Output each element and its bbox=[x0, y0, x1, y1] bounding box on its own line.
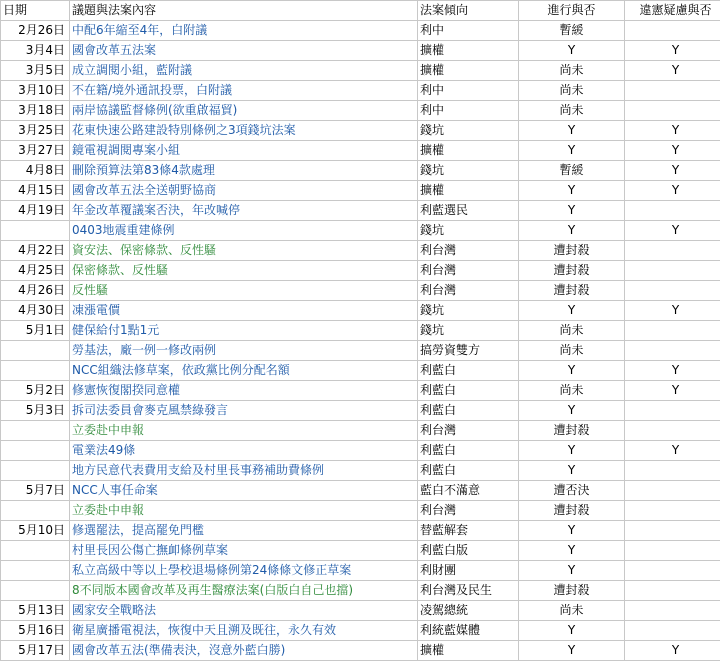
unconstitutional-cell bbox=[625, 101, 720, 121]
unconstitutional-cell bbox=[625, 541, 720, 561]
date-cell: 5月17日 bbox=[1, 641, 70, 661]
progress-cell: 尚未 bbox=[519, 601, 625, 621]
date-cell bbox=[1, 421, 70, 441]
lean-cell: 錢坑 bbox=[418, 161, 519, 181]
unconstitutional-cell bbox=[625, 621, 720, 641]
progress-cell: Y bbox=[519, 41, 625, 61]
title-cell: NCC組織法修草案，依政黨比例分配名額 bbox=[70, 361, 418, 381]
table-row bbox=[1, 561, 720, 581]
table-row bbox=[1, 321, 720, 341]
date-cell: 5月13日 bbox=[1, 601, 70, 621]
lean-cell: 利藍白 bbox=[418, 461, 519, 481]
progress-cell: 遭封殺 bbox=[519, 261, 625, 281]
date-cell bbox=[1, 541, 70, 561]
lean-cell: 利台灣 bbox=[418, 281, 519, 301]
progress-cell: 暫緩 bbox=[519, 161, 625, 181]
title-cell: 拆司法委員會麥克風禁綠發言 bbox=[70, 401, 418, 421]
lean-cell: 擴權 bbox=[418, 181, 519, 201]
title-cell: 刪除預算法第83條4款處理 bbox=[70, 161, 418, 181]
header-date: 日期 bbox=[1, 1, 70, 21]
lean-cell: 擴權 bbox=[418, 641, 519, 661]
date-cell: 5月10日 bbox=[1, 521, 70, 541]
date-cell: 4月25日 bbox=[1, 261, 70, 281]
unconstitutional-cell: Y bbox=[625, 641, 720, 661]
title-cell: 村里長因公傷亡撫卹條例草案 bbox=[70, 541, 418, 561]
unconstitutional-cell bbox=[625, 401, 720, 421]
unconstitutional-cell: Y bbox=[625, 221, 720, 241]
title-cell: 國會改革五法案 bbox=[70, 41, 418, 61]
header-progress: 進行與否 bbox=[519, 1, 625, 21]
unconstitutional-cell bbox=[625, 501, 720, 521]
table-row bbox=[1, 141, 720, 161]
progress-cell: Y bbox=[519, 221, 625, 241]
date-cell bbox=[1, 561, 70, 581]
progress-cell: Y bbox=[519, 401, 625, 421]
unconstitutional-cell bbox=[625, 561, 720, 581]
unconstitutional-cell: Y bbox=[625, 361, 720, 381]
date-cell: 4月22日 bbox=[1, 241, 70, 261]
title-cell: 年金改革覆議案否決，年改喊停 bbox=[70, 201, 418, 221]
unconstitutional-cell: Y bbox=[625, 381, 720, 401]
table-row bbox=[1, 281, 720, 301]
date-cell: 5月16日 bbox=[1, 621, 70, 641]
lean-cell: 錢坑 bbox=[418, 121, 519, 141]
progress-cell: Y bbox=[519, 561, 625, 581]
table-row bbox=[1, 481, 720, 501]
lean-cell: 錢坑 bbox=[418, 321, 519, 341]
table-row bbox=[1, 501, 720, 521]
date-cell: 3月5日 bbox=[1, 61, 70, 81]
table-row bbox=[1, 361, 720, 381]
title-cell: 資安法、保密條款、反性騷 bbox=[70, 241, 418, 261]
header-title: 議題與法案內容 bbox=[70, 1, 418, 21]
table-row bbox=[1, 261, 720, 281]
lean-cell: 凌駕總統 bbox=[418, 601, 519, 621]
table-row bbox=[1, 41, 720, 61]
date-cell bbox=[1, 221, 70, 241]
lean-cell: 利台灣 bbox=[418, 241, 519, 261]
progress-cell: 遭否決 bbox=[519, 481, 625, 501]
title-cell: 8不同版本國會改革及再生醫療法案(白版白自己也擋) bbox=[70, 581, 418, 601]
unconstitutional-cell bbox=[625, 81, 720, 101]
unconstitutional-cell: Y bbox=[625, 301, 720, 321]
lean-cell: 藍白不滿意 bbox=[418, 481, 519, 501]
title-cell: 0403地震重建條例 bbox=[70, 221, 418, 241]
table-row bbox=[1, 381, 720, 401]
progress-cell: 尚未 bbox=[519, 341, 625, 361]
date-cell bbox=[1, 581, 70, 601]
lean-cell: 利台灣 bbox=[418, 501, 519, 521]
progress-cell: 尚未 bbox=[519, 81, 625, 101]
date-cell: 5月1日 bbox=[1, 321, 70, 341]
date-cell: 4月26日 bbox=[1, 281, 70, 301]
lean-cell: 利台灣 bbox=[418, 421, 519, 441]
progress-cell: 暫緩 bbox=[519, 21, 625, 41]
lean-cell: 搞勞資雙方 bbox=[418, 341, 519, 361]
title-cell: 國會改革五法全送朝野協商 bbox=[70, 181, 418, 201]
title-cell: 不在籍/境外通訊投票，白附議 bbox=[70, 81, 418, 101]
unconstitutional-cell bbox=[625, 421, 720, 441]
progress-cell: Y bbox=[519, 521, 625, 541]
lean-cell: 擴權 bbox=[418, 41, 519, 61]
table-row bbox=[1, 621, 720, 641]
lean-cell: 錢坑 bbox=[418, 301, 519, 321]
progress-cell: Y bbox=[519, 361, 625, 381]
title-cell: 地方民意代表費用支給及村里長事務補助費條例 bbox=[70, 461, 418, 481]
date-cell bbox=[1, 441, 70, 461]
title-cell: 立委赴中申報 bbox=[70, 501, 418, 521]
lean-cell: 擴權 bbox=[418, 61, 519, 81]
table-row bbox=[1, 641, 720, 661]
unconstitutional-cell: Y bbox=[625, 61, 720, 81]
table-row bbox=[1, 81, 720, 101]
progress-cell: Y bbox=[519, 121, 625, 141]
progress-cell: 尚未 bbox=[519, 101, 625, 121]
title-cell: 凍漲電價 bbox=[70, 301, 418, 321]
date-cell: 3月25日 bbox=[1, 121, 70, 141]
date-cell: 3月18日 bbox=[1, 101, 70, 121]
lean-cell: 利中 bbox=[418, 81, 519, 101]
date-cell: 5月3日 bbox=[1, 401, 70, 421]
title-cell: 私立高級中等以上學校退場條例第24條條文修正草案 bbox=[70, 561, 418, 581]
date-cell: 4月30日 bbox=[1, 301, 70, 321]
progress-cell: 遭封殺 bbox=[519, 501, 625, 521]
progress-cell: Y bbox=[519, 181, 625, 201]
lean-cell: 利中 bbox=[418, 101, 519, 121]
lean-cell: 利統藍媒體 bbox=[418, 621, 519, 641]
lean-cell: 擴權 bbox=[418, 141, 519, 161]
title-cell: 保密條款、反性騷 bbox=[70, 261, 418, 281]
lean-cell: 利台灣及民生 bbox=[418, 581, 519, 601]
lean-cell: 利中 bbox=[418, 21, 519, 41]
header-lean: 法案傾向 bbox=[418, 1, 519, 21]
unconstitutional-cell: Y bbox=[625, 161, 720, 181]
lean-cell: 替藍解套 bbox=[418, 521, 519, 541]
unconstitutional-cell: Y bbox=[625, 141, 720, 161]
lean-cell: 錢坑 bbox=[418, 221, 519, 241]
date-cell: 3月10日 bbox=[1, 81, 70, 101]
date-cell: 3月27日 bbox=[1, 141, 70, 161]
title-cell: 成立調閱小組，藍附議 bbox=[70, 61, 418, 81]
table-row bbox=[1, 301, 720, 321]
progress-cell: Y bbox=[519, 541, 625, 561]
table-row bbox=[1, 541, 720, 561]
title-cell: 健保給付1點1元 bbox=[70, 321, 418, 341]
progress-cell: 遭封殺 bbox=[519, 281, 625, 301]
unconstitutional-cell bbox=[625, 201, 720, 221]
date-cell: 5月2日 bbox=[1, 381, 70, 401]
progress-cell: 遭封殺 bbox=[519, 421, 625, 441]
date-cell bbox=[1, 501, 70, 521]
unconstitutional-cell bbox=[625, 461, 720, 481]
unconstitutional-cell: Y bbox=[625, 441, 720, 461]
table-row bbox=[1, 121, 720, 141]
progress-cell: Y bbox=[519, 141, 625, 161]
lean-cell: 利藍白 bbox=[418, 401, 519, 421]
title-cell: 鏡電視調閱專案小組 bbox=[70, 141, 418, 161]
title-cell: 反性騷 bbox=[70, 281, 418, 301]
progress-cell: Y bbox=[519, 621, 625, 641]
title-cell: NCC人事任命案 bbox=[70, 481, 418, 501]
unconstitutional-cell bbox=[625, 601, 720, 621]
unconstitutional-cell: Y bbox=[625, 181, 720, 201]
title-cell: 國會改革五法(準備表決，沒意外藍白勝) bbox=[70, 641, 418, 661]
table-row bbox=[1, 221, 720, 241]
date-cell bbox=[1, 341, 70, 361]
date-cell: 4月19日 bbox=[1, 201, 70, 221]
progress-cell: Y bbox=[519, 641, 625, 661]
lean-cell: 利藍白版 bbox=[418, 541, 519, 561]
lean-cell: 利台灣 bbox=[418, 261, 519, 281]
progress-cell: 尚未 bbox=[519, 381, 625, 401]
unconstitutional-cell bbox=[625, 261, 720, 281]
table-row bbox=[1, 521, 720, 541]
header-unconstitutional: 違憲疑慮與否 bbox=[625, 1, 720, 21]
date-cell: 5月7日 bbox=[1, 481, 70, 501]
table-row bbox=[1, 341, 720, 361]
title-cell: 兩岸協議監督條例(欲重啟福貿) bbox=[70, 101, 418, 121]
unconstitutional-cell bbox=[625, 481, 720, 501]
title-cell: 衛星廣播電視法，恢復中天且溯及既往，永久有效 bbox=[70, 621, 418, 641]
lean-cell: 利藍白 bbox=[418, 361, 519, 381]
table-row bbox=[1, 461, 720, 481]
table-row bbox=[1, 421, 720, 441]
table-row bbox=[1, 581, 720, 601]
header-row bbox=[1, 1, 720, 21]
date-cell: 4月8日 bbox=[1, 161, 70, 181]
lean-cell: 利藍白 bbox=[418, 381, 519, 401]
progress-cell: 遭封殺 bbox=[519, 581, 625, 601]
table-row bbox=[1, 441, 720, 461]
unconstitutional-cell bbox=[625, 581, 720, 601]
title-cell: 勞基法，廠一例一修改兩例 bbox=[70, 341, 418, 361]
table-row bbox=[1, 161, 720, 181]
unconstitutional-cell bbox=[625, 241, 720, 261]
progress-cell: 尚未 bbox=[519, 61, 625, 81]
title-cell: 電業法49條 bbox=[70, 441, 418, 461]
progress-cell: Y bbox=[519, 201, 625, 221]
unconstitutional-cell bbox=[625, 321, 720, 341]
date-cell: 2月26日 bbox=[1, 21, 70, 41]
unconstitutional-cell bbox=[625, 281, 720, 301]
progress-cell: Y bbox=[519, 461, 625, 481]
lean-cell: 利藍白 bbox=[418, 441, 519, 461]
progress-cell: Y bbox=[519, 301, 625, 321]
progress-cell: Y bbox=[519, 441, 625, 461]
unconstitutional-cell bbox=[625, 341, 720, 361]
title-cell: 立委赴中申報 bbox=[70, 421, 418, 441]
unconstitutional-cell: Y bbox=[625, 41, 720, 61]
lean-cell: 利財團 bbox=[418, 561, 519, 581]
date-cell bbox=[1, 461, 70, 481]
table-row bbox=[1, 21, 720, 41]
table-row bbox=[1, 401, 720, 421]
unconstitutional-cell bbox=[625, 521, 720, 541]
progress-cell: 遭封殺 bbox=[519, 241, 625, 261]
table-row bbox=[1, 181, 720, 201]
title-cell: 國家安全戰略法 bbox=[70, 601, 418, 621]
title-cell: 中配6年縮至4年，白附議 bbox=[70, 21, 418, 41]
date-cell bbox=[1, 361, 70, 381]
table-row bbox=[1, 201, 720, 221]
table-row bbox=[1, 101, 720, 121]
unconstitutional-cell: Y bbox=[625, 121, 720, 141]
table-row bbox=[1, 61, 720, 81]
unconstitutional-cell bbox=[625, 21, 720, 41]
table-row bbox=[1, 241, 720, 261]
title-cell: 花東快速公路建設特別條例之3項錢坑法案 bbox=[70, 121, 418, 141]
table-body bbox=[1, 21, 720, 661]
date-cell: 3月4日 bbox=[1, 41, 70, 61]
lean-cell: 利藍選民 bbox=[418, 201, 519, 221]
title-cell: 修憲恢復閣揆同意權 bbox=[70, 381, 418, 401]
date-cell: 4月15日 bbox=[1, 181, 70, 201]
progress-cell: 尚未 bbox=[519, 321, 625, 341]
title-cell: 修選罷法，提高罷免門檻 bbox=[70, 521, 418, 541]
table-row bbox=[1, 601, 720, 621]
